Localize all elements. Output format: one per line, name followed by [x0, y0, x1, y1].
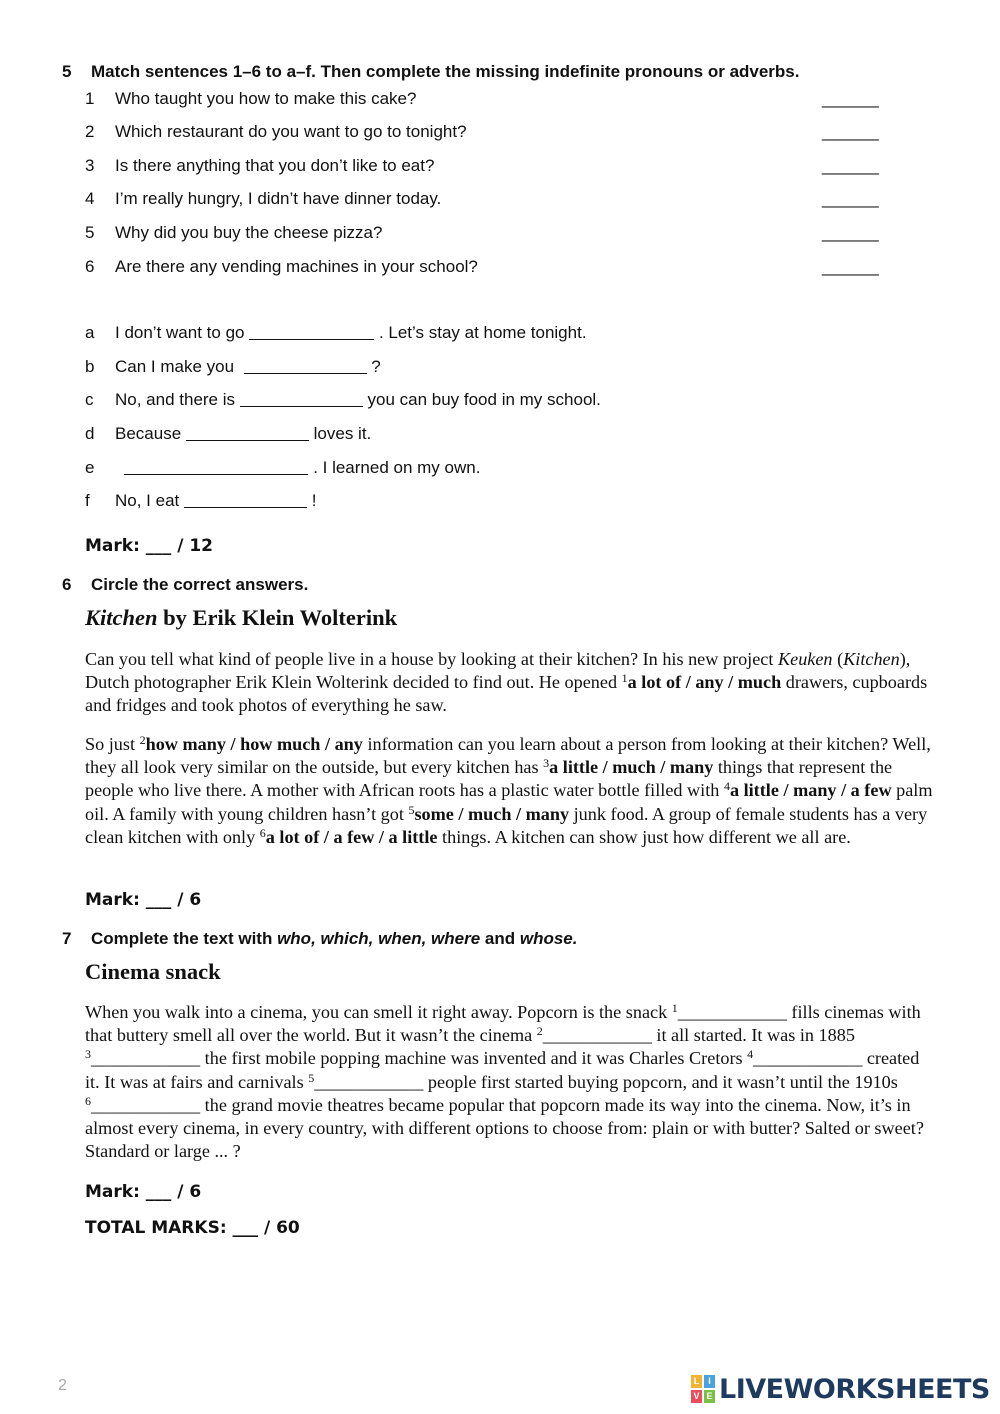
cinema-paragraph: When you walk into a cinema, you can smell it right away. Popcorn is the snack $^1$____________ fills cinemas with that buttery smell all over the world. But it wasn’t the cinema $^2$____________ it all started. It was in 1885 $^3$____________ the first mobile popping machine was invented and it was Charles Cretors $^4$____________ created it. It was at fairs and carnivals $^5$____________ people first started buying popcorn, and it wasn’t until the 1910s $^6$____________ the grand movie theatres became popular that popcorn made its way into the cinema. Now, it’s in almost every cinema, in every country, with different options to choose from: plain or with butter? Salted or sweet? Standard or large ... ? [85, 1001, 924, 1162]
mark-exercise-6: Mark: ___ / 6 [85, 890, 202, 910]
gap-6[interactable]: ____________ [91, 1094, 201, 1115]
exercise-5-heading [62, 62, 800, 82]
exercise-6-heading [62, 575, 308, 595]
mark-exercise-5: Mark: ___ / 12 [85, 536, 213, 556]
question-row: 5 Why did you buy the cheese pizza? ______ [85, 223, 879, 242]
page-number: 2 [58, 1377, 67, 1394]
liveworksheets-logo [691, 1373, 990, 1405]
gap-3[interactable]: ____________ [91, 1048, 201, 1069]
choice-6[interactable]: a lot of / a few / a little [265, 826, 438, 847]
answer-row: a I don’t want to go . Let’s stay at home tonight. [85, 323, 587, 342]
question-row: 1 Who taught you how to make this cake? ______ [85, 89, 879, 108]
story-title-cinema: Cinema snack [85, 959, 221, 984]
exercise-number: 5 [62, 62, 72, 81]
answer-blank[interactable]: ______ [822, 89, 879, 108]
fill-blank[interactable] [244, 357, 367, 374]
answer-blank[interactable]: ______ [822, 223, 879, 242]
question-row: 6 Are there any vending machines in your school? ______ [85, 257, 879, 276]
answer-row: d Because loves it. [85, 424, 372, 443]
answer-blank[interactable]: ______ [822, 122, 879, 141]
logo-icon: L I V E [691, 1375, 715, 1403]
fill-blank[interactable] [184, 491, 307, 508]
mark-exercise-7: Mark: ___ / 6 [85, 1182, 202, 1202]
exercise-number: 7 [62, 929, 72, 948]
exercise-7-heading: 7 Complete the text with who, which, when, where and whose. [62, 929, 578, 948]
story-title-kitchen: Kitchen by Erik Klein Wolterink [85, 605, 398, 630]
exercise-instruction: Match sentences 1–6 to a–f. Then complete the missing indefinite pronouns or adverbs. [91, 62, 800, 81]
answer-row: e . I learned on my own. [85, 458, 481, 477]
exercise-number: 6 [62, 575, 72, 594]
answer-blank[interactable]: ______ [822, 156, 879, 175]
choice-3[interactable]: a little / much / many [549, 757, 714, 778]
choice-2[interactable]: how many / how much / any [145, 734, 363, 754]
answer-row: f No, I eat ! [85, 491, 317, 510]
total-marks: TOTAL MARKS: ___ / 60 [85, 1218, 300, 1238]
gap-2[interactable]: ____________ [542, 1025, 652, 1046]
fill-blank[interactable] [186, 424, 309, 441]
answer-row: b Can I make you ? [85, 357, 381, 376]
choice-1[interactable]: a lot of / any / much [627, 672, 782, 693]
gap-1[interactable]: ____________ [677, 1002, 787, 1022]
kitchen-paragraph-1: Can you tell what kind of people live in a house by looking at their kitchen? In his new project Keuken (Kitchen), Dutch photographer Erik Klein Wolterink decided to find out. He opened $^1$a lot of / any / much drawers, cupboards and fridges and took photos of everything he saw. [85, 649, 928, 716]
question-row: 3 Is there anything that you don’t like to eat? ______ [85, 156, 879, 175]
answer-blank[interactable]: ______ [822, 189, 879, 208]
question-row: 4 I’m really hungry, I didn’t have dinner today. ______ [85, 189, 879, 208]
exercise-instruction: Circle the correct answers. [91, 575, 309, 594]
answer-row: c No, and there is you can buy food in my school. [85, 390, 601, 409]
choice-4[interactable]: a little / many / a few [729, 780, 892, 801]
fill-blank[interactable] [249, 323, 374, 340]
fill-blank[interactable] [124, 458, 308, 475]
gap-4[interactable]: ____________ [753, 1048, 863, 1069]
logo-text: LIVEWORKSHEETS [719, 1373, 990, 1405]
choice-5[interactable]: some / much / many [414, 803, 570, 824]
gap-5[interactable]: ____________ [314, 1071, 424, 1092]
kitchen-paragraph-2: So just $^2$how many / how much / any information can you learn about a person from looking at their kitchen? Well, they all look very similar on the outside, but every kitchen has $^3$a little / much / many things that represent the people who live there. A mother with African roots has a plastic water bottle filled with $^4$a little / many / a few palm oil. A family with young children hasn’t got $^5$some / much / many junk food. A group of female students has a very clean kitchen with only $^6$a lot of / a few / a little things. A kitchen can show just how different we all are. [85, 733, 933, 847]
fill-blank[interactable] [240, 390, 363, 407]
question-row: 2 Which restaurant do you want to go to tonight? ______ [85, 122, 879, 141]
answer-blank[interactable]: ______ [822, 257, 879, 276]
